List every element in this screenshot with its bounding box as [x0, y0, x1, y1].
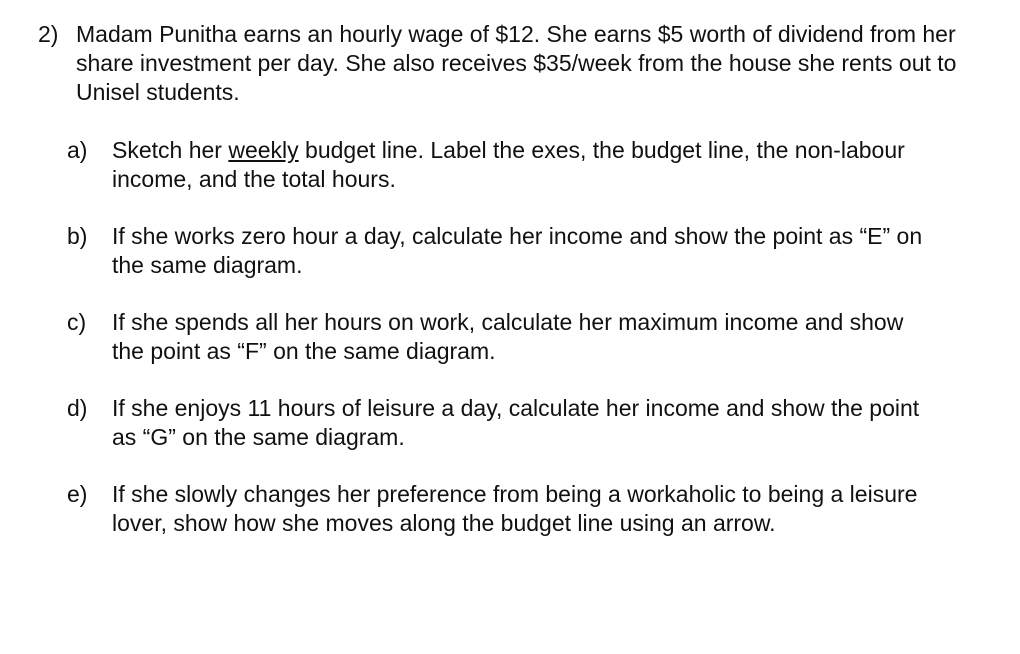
question-intro: Madam Punitha earns an hourly wage of $12. She earns $5 worth of dividend from her share investment per day. She also receives $35/week from the house she rents out to Unisel students. — [76, 21, 957, 105]
question-block — [38, 20, 978, 566]
question-number: 2) — [38, 21, 59, 47]
part-e — [67, 480, 978, 538]
part-text: If she slowly changes her preference from being a workaholic to being a leisure lover, show how she moves along the budget line using an arrow. — [112, 481, 918, 536]
part-d — [67, 394, 978, 452]
part-a — [67, 136, 978, 194]
part-label: c) — [67, 309, 87, 335]
part-c — [67, 308, 978, 366]
part-text: If she works zero hour a day, calculate her income and show the point as “E” on the same diagram. — [112, 223, 923, 278]
part-label: b) — [67, 223, 88, 249]
part-text: If she enjoys 11 hours of leisure a day, calculate her income and show the point as “G” on the same diagram. — [112, 395, 920, 450]
part-text — [112, 136, 978, 194]
question-header — [38, 20, 978, 107]
part-b — [67, 222, 978, 280]
part-text-segment: budget line. Label the exes, the budget line, the non-labour income, and the total hours. — [112, 137, 905, 192]
part-label: e) — [67, 481, 88, 507]
underlined-word: weekly — [228, 137, 299, 163]
question-parts — [38, 136, 978, 538]
part-label: d) — [67, 395, 88, 421]
part-text: If she spends all her hours on work, calculate her maximum income and show the point as “F” on the same diagram. — [112, 309, 904, 364]
part-label: a) — [67, 137, 88, 163]
part-text-segment: Sketch her — [112, 137, 229, 163]
